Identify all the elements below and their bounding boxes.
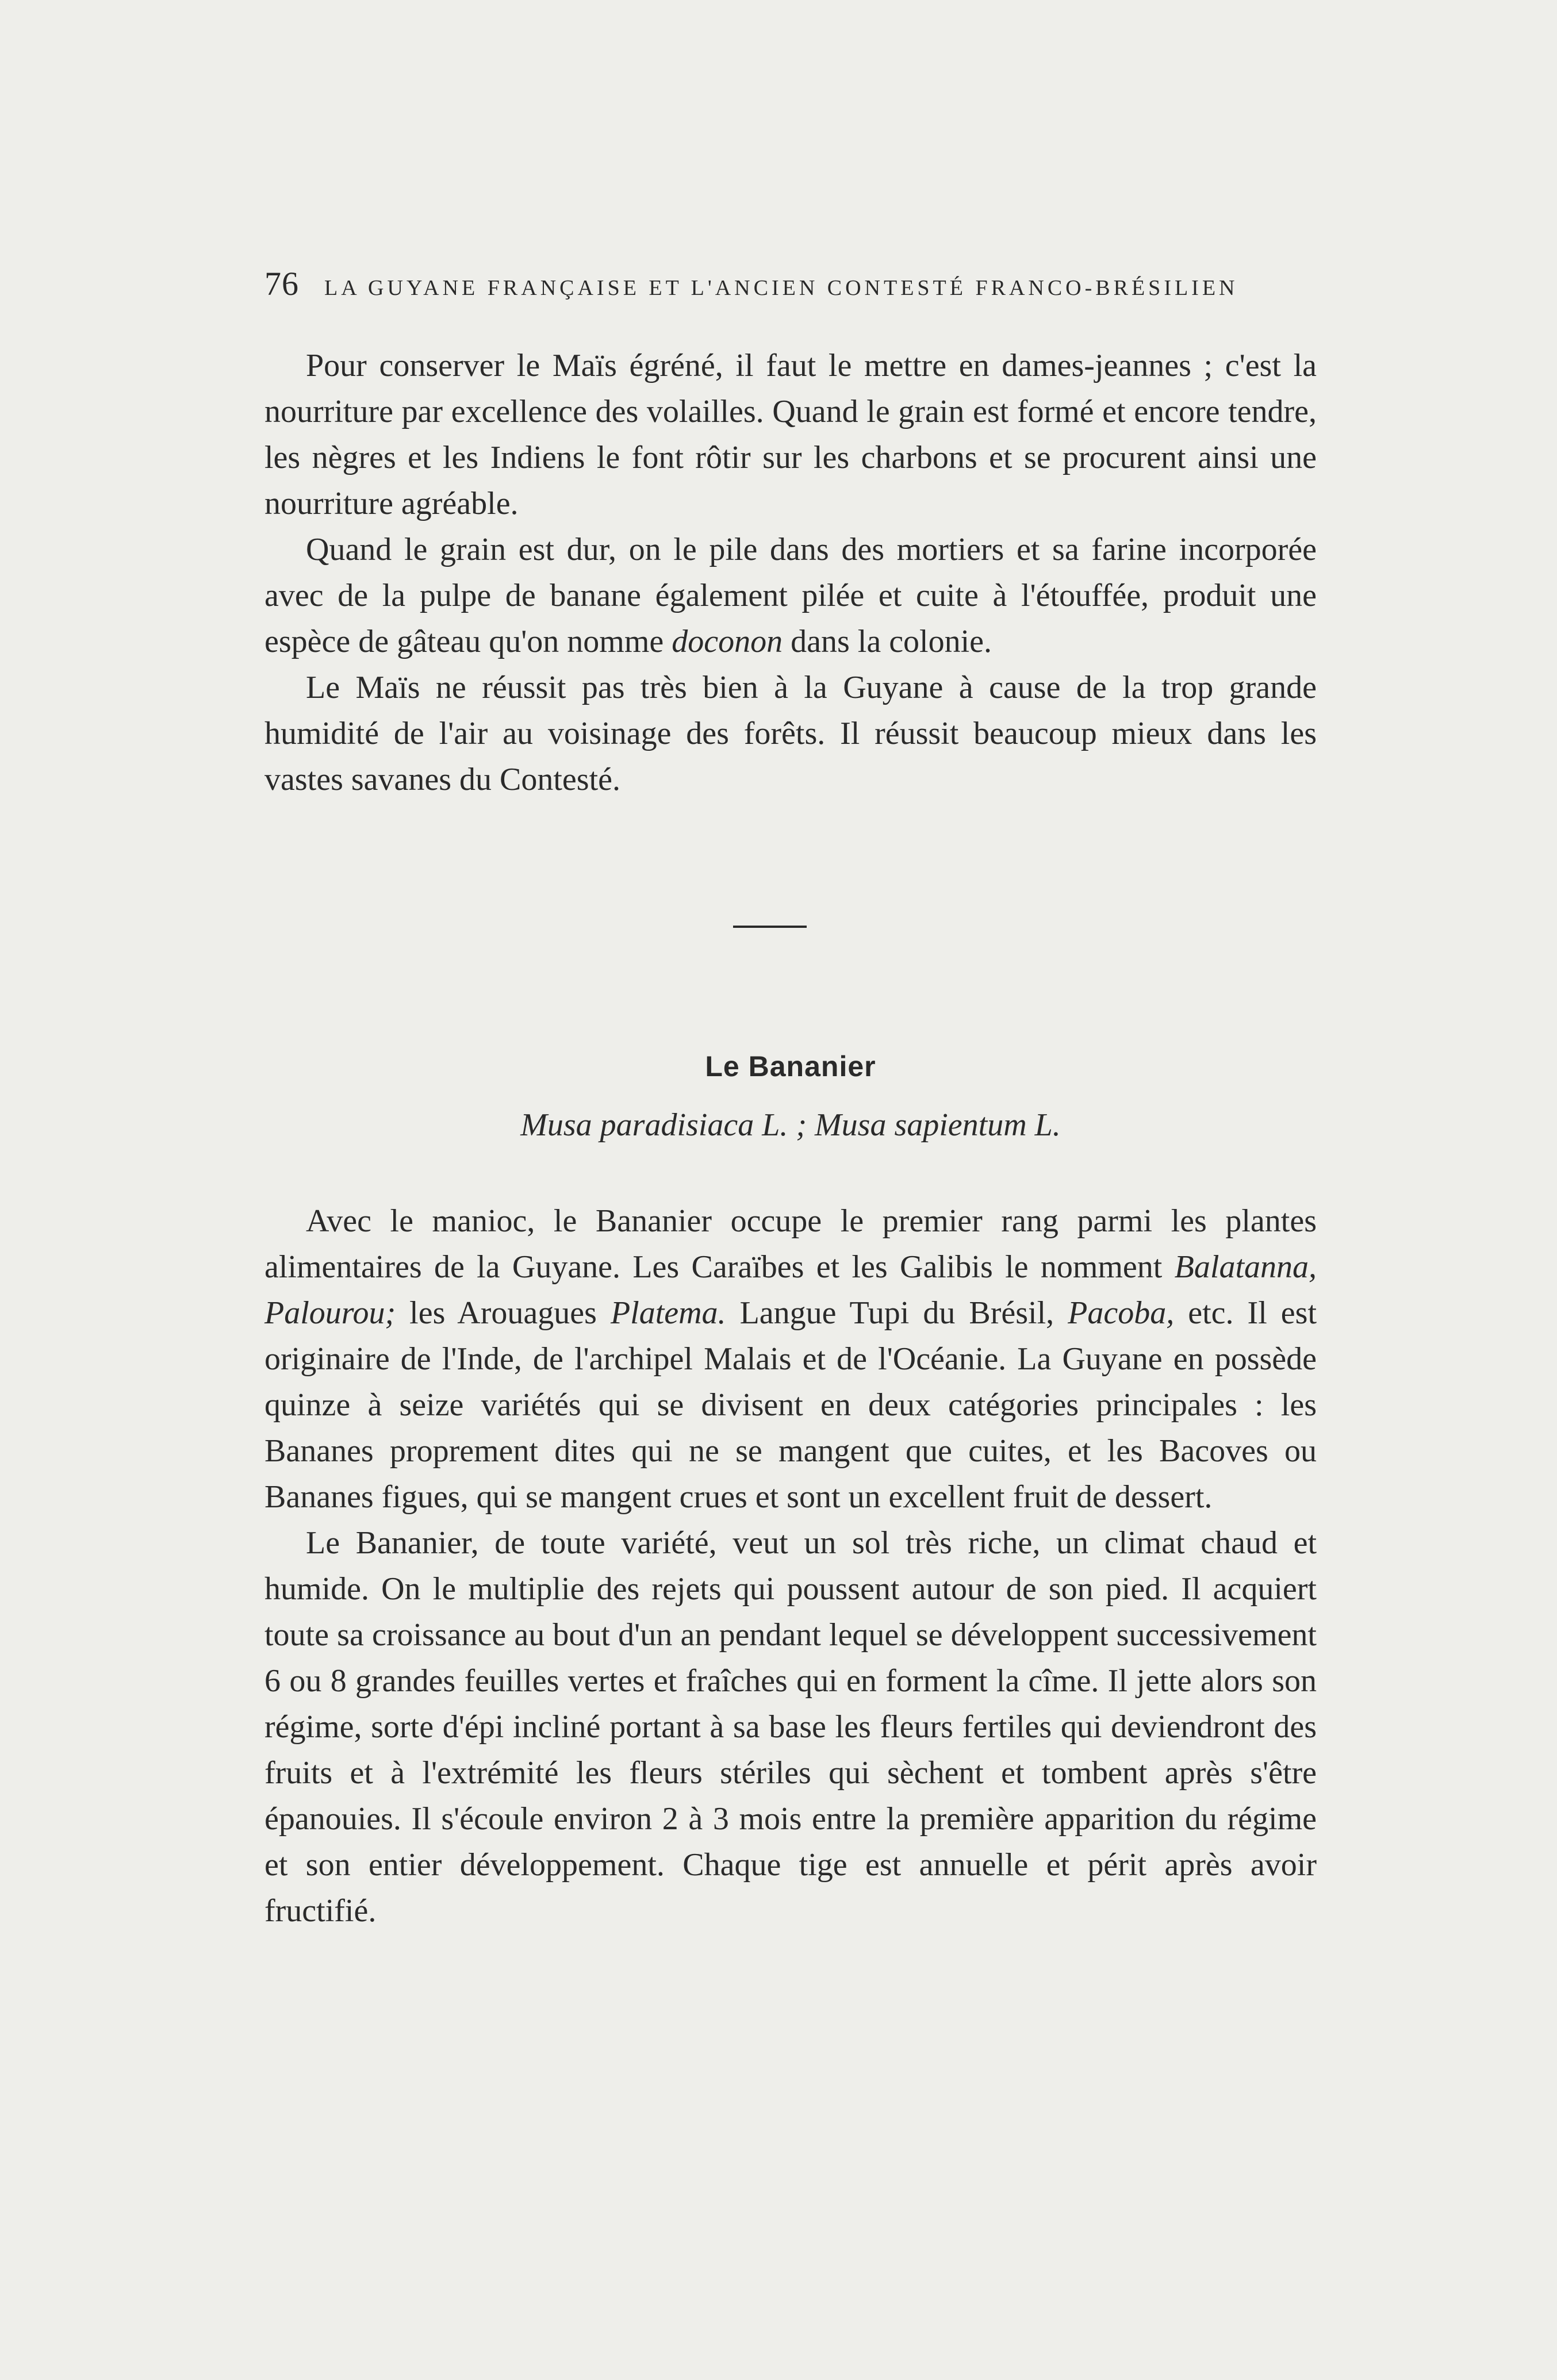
running-title: LA GUYANE FRANÇAISE ET L'ANCIEN CONTESTÉ FRANCO-BRÉSILIEN xyxy=(324,276,1238,300)
text-run: Langue Tupi du Brésil, xyxy=(726,1295,1068,1331)
scientific-names: Musa paradisiaca L. ; Musa sapientum L. xyxy=(520,1107,1061,1143)
paragraph: Le Maïs ne réussit pas très bien à la Guyane à cause de la trop grande humidité de l'air au voisinage des forêts. Il réussit beaucoup mieux dans les vastes savanes du Contesté. xyxy=(264,670,1317,797)
text-run: Avec le manioc, le Bananier occupe le premier rang parmi les plantes alimentaires de la Guyane. Les Caraïbes et les Galibis le nomment xyxy=(264,1203,1317,1285)
running-header xyxy=(264,264,1311,305)
italic-term: Pacoba, xyxy=(1068,1295,1175,1331)
page-number: 76 xyxy=(264,265,299,302)
section-divider-rule xyxy=(733,926,807,928)
section-title: Le Bananier xyxy=(705,1050,876,1082)
section-bananier-text xyxy=(264,1198,1317,1934)
text-run: Quand le grain est dur, on le pile dans des mortiers et sa farine incorporée avec de la pulpe de banane également pilée et cuite à l'étouffée, produit une espèce de gâteau qu'on nomme xyxy=(264,532,1317,659)
paragraph xyxy=(264,527,1317,665)
text-run: etc. Il est originaire de l'Inde, de l'archipel Malais et de l'Océanie. La Guyane en possède quinze à seize variétés qui se divisent en deux catégories principales : les Bananes proprement dites qui ne se mangent que cuites, et les Bacoves ou Bananes figues, qui se mangent crues et sont un excellent fruit de dessert. xyxy=(264,1295,1317,1515)
section-mais-text xyxy=(264,343,1317,803)
paragraph xyxy=(264,1198,1317,1520)
italic-term: doconon xyxy=(672,624,783,659)
paragraph: Pour conserver le Maïs égréné, il faut le mettre en dames-jeannes ; c'est la nourriture par excellence des volailles. Quand le grain est formé et encore tendre, les nègres et les Indiens le font rôtir sur les charbons et se procurent ainsi une nourriture agréable. xyxy=(264,348,1317,521)
paragraph: Le Bananier, de toute variété, veut un sol très riche, un climat chaud et humide. On le multiplie des rejets qui poussent autour de son pied. Il acquiert toute sa croissance au bout d'un an pendant lequel se développent successivement 6 ou 8 grandes feuilles vertes et fraîches qui en forment la cîme. Il jette alors son régime, sorte d'épi incliné portant à sa base les fleurs fertiles qui deviendront des fruits et à l'extrémité les fleurs stériles qui sèchent et tombent après s'être épanouies. Il s'écoule environ 2 à 3 mois entre la première apparition du régime et son entier développement. Chaque tige est annuelle et périt après avoir fructifié. xyxy=(264,1525,1317,1929)
text-run: dans la colonie. xyxy=(783,624,992,659)
text-run: les Arouagues xyxy=(396,1295,611,1331)
italic-term: Balatanna, Palourou; xyxy=(264,1249,1317,1331)
italic-term: Platema. xyxy=(610,1295,726,1331)
